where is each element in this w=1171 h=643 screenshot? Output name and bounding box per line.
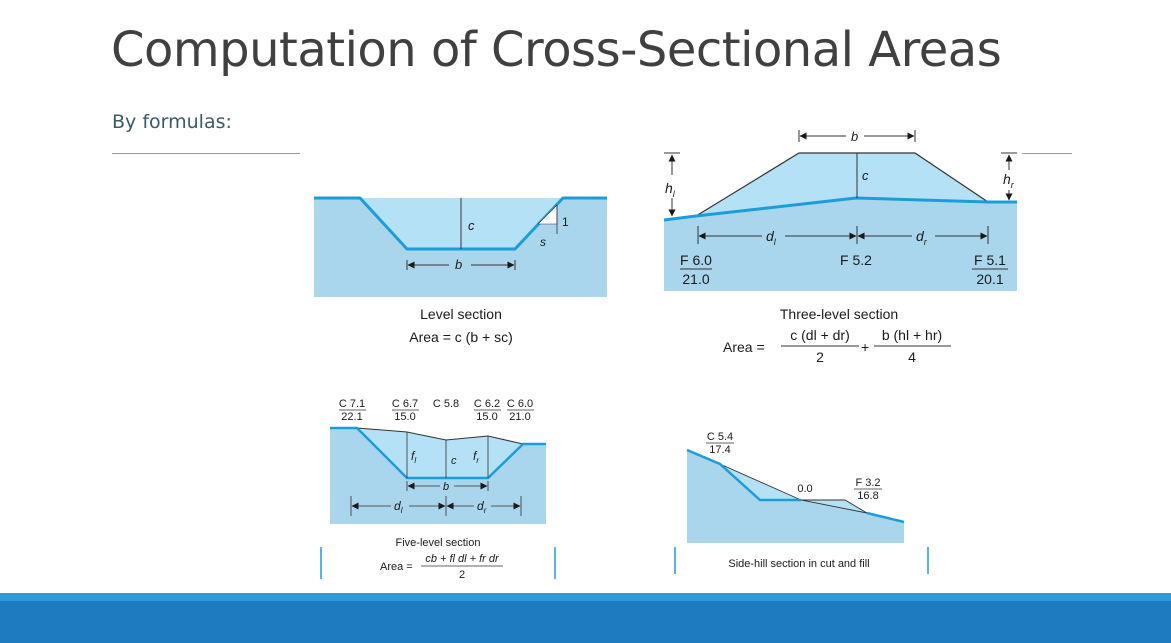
three-center-station: F 5.2 [840, 252, 872, 268]
three-frac2-num: b (hl + hr) [881, 327, 943, 343]
five-dr-label: $d_r$ [477, 499, 487, 515]
level-b-label: b [455, 257, 463, 272]
side-right-bottom: 16.8 [857, 490, 879, 502]
footer-band-dark [0, 601, 1171, 643]
five-s5-bottom: 21.0 [509, 411, 531, 423]
five-fr-label: $f_r$ [473, 449, 480, 465]
three-frac2-den: 4 [908, 349, 916, 365]
five-c-label: c [451, 455, 457, 467]
five-s5-top: C 6.0 [506, 398, 534, 410]
three-level-section [664, 129, 1017, 365]
slide-title: Computation of Cross-Sectional Areas [111, 22, 1002, 78]
level-one-label: 1 [562, 215, 569, 229]
three-b-label: b [851, 129, 859, 144]
three-plus: + [861, 339, 870, 355]
five-frac-den: 2 [458, 569, 466, 581]
slide-subtitle: By formulas: [112, 111, 232, 133]
three-right-station-top: F 5.1 [974, 252, 1006, 268]
three-left-station-bottom: 21.0 [682, 271, 710, 287]
side-left-bottom: 17.4 [709, 444, 731, 456]
three-caption: Three-level section [779, 306, 899, 322]
side-center: 0.0 [797, 483, 813, 495]
level-formula: Area = c (b + sc) [409, 329, 513, 345]
five-dl-label: $d_l$ [394, 499, 403, 515]
five-fl-label: $f_l$ [411, 449, 417, 465]
five-s3-top: C 5.8 [432, 398, 460, 410]
side-caption: Side-hill section in cut and fill [728, 558, 870, 570]
three-left-station-top: F 6.0 [680, 252, 712, 268]
side-hill-section [675, 431, 928, 574]
five-s2-top: C 6.7 [391, 398, 419, 410]
three-dl-label: $d_l$ [766, 228, 776, 247]
three-area-label: Area = [723, 339, 765, 355]
three-frac1-den: 2 [816, 349, 824, 365]
five-s1-top: C 7.1 [338, 398, 366, 410]
five-caption: Five-level section [395, 537, 481, 549]
five-s2-bottom: 15.0 [394, 411, 416, 423]
three-dr-label: $d_r$ [916, 228, 927, 247]
five-s4-top: C 6.2 [473, 398, 501, 410]
three-frac1-num: c (dl + dr) [790, 327, 850, 343]
side-left-top: C 5.4 [706, 431, 734, 443]
five-frac-num: cb + fl dl + fr dr [425, 553, 499, 565]
five-s1-bottom: 22.1 [341, 411, 363, 423]
level-caption: Level section [420, 306, 502, 322]
three-hr-label: $h_r$ [1003, 171, 1014, 190]
five-s4-bottom: 15.0 [476, 411, 498, 423]
three-c-label: c [862, 168, 869, 183]
five-b-label: b [443, 481, 450, 493]
footer-band-light [0, 593, 1171, 601]
side-right-top: F 3.2 [855, 477, 881, 489]
five-area-label: Area = [380, 561, 413, 573]
level-c-label: c [468, 218, 475, 233]
five-level-section [321, 398, 555, 581]
level-s-label: s [540, 235, 546, 249]
three-right-station-bottom: 20.1 [976, 271, 1004, 287]
three-hl-label: $h_l$ [665, 180, 675, 199]
level-section [314, 198, 607, 345]
